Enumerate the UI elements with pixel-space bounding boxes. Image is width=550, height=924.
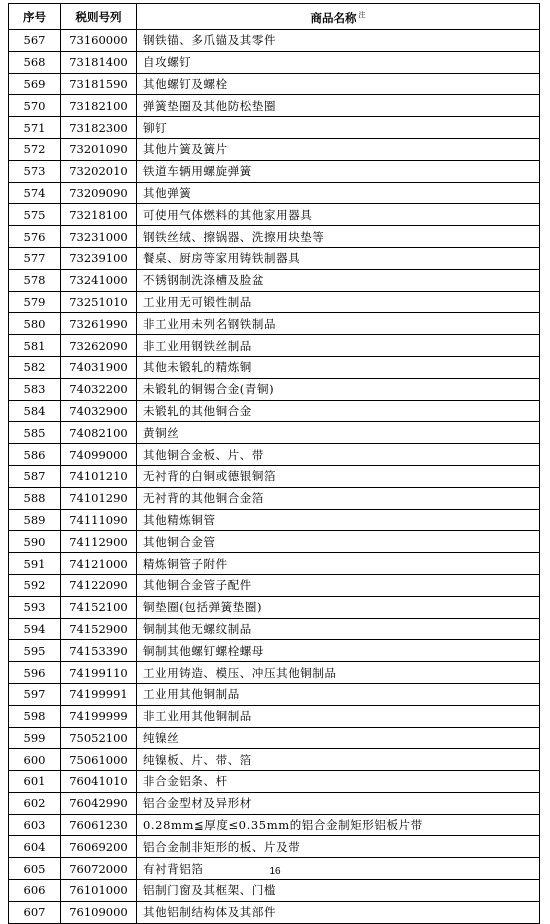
cell-name: 其他螺钉及螺栓 xyxy=(137,73,540,95)
cell-name: 铁道车辆用螺旋弹簧 xyxy=(137,160,540,182)
cell-seq: 586 xyxy=(9,444,61,466)
cell-name: 其他铜合金管 xyxy=(137,531,540,553)
cell-seq: 575 xyxy=(9,204,61,226)
cell-name: 非工业用其他铜制品 xyxy=(137,705,540,727)
table-row xyxy=(9,749,540,771)
table-row xyxy=(9,269,540,291)
cell-code: 75052100 xyxy=(61,727,137,749)
cell-code: 74199110 xyxy=(61,662,137,684)
table-row xyxy=(9,662,540,684)
table-row xyxy=(9,618,540,640)
document-page xyxy=(8,3,539,924)
cell-seq: 602 xyxy=(9,792,61,814)
cell-name: 工业用铸造、模压、冲压其他铜制品 xyxy=(137,662,540,684)
table-row xyxy=(9,73,540,95)
table-row xyxy=(9,640,540,662)
cell-seq: 571 xyxy=(9,117,61,139)
table-row xyxy=(9,509,540,531)
cell-code: 73241000 xyxy=(61,269,137,291)
table-row xyxy=(9,160,540,182)
table-row xyxy=(9,400,540,422)
cell-code: 74099000 xyxy=(61,444,137,466)
cell-seq: 599 xyxy=(9,727,61,749)
cell-code: 73201090 xyxy=(61,138,137,160)
cell-name: 铜制其他无螺纹制品 xyxy=(137,618,540,640)
cell-seq: 597 xyxy=(9,683,61,705)
cell-code: 76069200 xyxy=(61,836,137,858)
cell-name: 其他弹簧 xyxy=(137,182,540,204)
cell-name: 有衬背铝箔 xyxy=(137,858,540,880)
cell-code: 73181590 xyxy=(61,73,137,95)
table-row xyxy=(9,117,540,139)
cell-code: 76101000 xyxy=(61,880,137,902)
cell-name: 弹簧垫圈及其他防松垫圈 xyxy=(137,95,540,117)
cell-name: 铜垫圈(包括弹簧垫圈) xyxy=(137,596,540,618)
table-row xyxy=(9,792,540,814)
cell-seq: 594 xyxy=(9,618,61,640)
cell-seq: 600 xyxy=(9,749,61,771)
header-code: 税则号列 xyxy=(61,4,137,30)
cell-seq: 581 xyxy=(9,335,61,357)
header-name: 商品名称 xyxy=(310,10,357,25)
table-row xyxy=(9,182,540,204)
header-name-cell xyxy=(137,4,540,30)
cell-code: 74082100 xyxy=(61,422,137,444)
cell-name: 纯镍板、片、带、箔 xyxy=(137,749,540,771)
cell-code: 73182300 xyxy=(61,117,137,139)
cell-code: 76109000 xyxy=(61,901,137,923)
cell-seq: 591 xyxy=(9,553,61,575)
header-note-mark: 注 xyxy=(358,11,366,20)
cell-name: 铝制门窗及其框架、门槛 xyxy=(137,880,540,902)
cell-code: 73181400 xyxy=(61,51,137,73)
cell-code: 74152100 xyxy=(61,596,137,618)
cell-name: 工业用其他铜制品 xyxy=(137,683,540,705)
cell-name: 无衬背的其他铜合金箔 xyxy=(137,487,540,509)
cell-code: 74032200 xyxy=(61,378,137,400)
cell-seq: 580 xyxy=(9,313,61,335)
cell-code: 74101290 xyxy=(61,487,137,509)
cell-seq: 584 xyxy=(9,400,61,422)
cell-code: 75061000 xyxy=(61,749,137,771)
table-row xyxy=(9,444,540,466)
cell-code: 73239100 xyxy=(61,247,137,269)
cell-name: 非合金铝条、杆 xyxy=(137,771,540,793)
table-row xyxy=(9,705,540,727)
cell-seq: 590 xyxy=(9,531,61,553)
cell-name: 非工业用钢铁丝制品 xyxy=(137,335,540,357)
table-row xyxy=(9,226,540,248)
cell-code: 76061230 xyxy=(61,814,137,836)
table-row xyxy=(9,95,540,117)
table-row xyxy=(9,814,540,836)
table-row xyxy=(9,553,540,575)
table-row xyxy=(9,335,540,357)
cell-seq: 572 xyxy=(9,138,61,160)
cell-code: 73209090 xyxy=(61,182,137,204)
table-row xyxy=(9,596,540,618)
cell-seq: 573 xyxy=(9,160,61,182)
cell-name: 其他精炼铜管 xyxy=(137,509,540,531)
cell-seq: 570 xyxy=(9,95,61,117)
cell-seq: 578 xyxy=(9,269,61,291)
cell-name: 工业用无可锻性制品 xyxy=(137,291,540,313)
table-row xyxy=(9,574,540,596)
cell-code: 73251010 xyxy=(61,291,137,313)
cell-name: 其他铜合金管子配件 xyxy=(137,574,540,596)
tariff-table xyxy=(8,3,540,924)
cell-name: 黄铜丝 xyxy=(137,422,540,444)
table-row xyxy=(9,313,540,335)
cell-name: 其他片簧及簧片 xyxy=(137,138,540,160)
table-row xyxy=(9,247,540,269)
cell-code: 74121000 xyxy=(61,553,137,575)
cell-code: 73202010 xyxy=(61,160,137,182)
cell-name: 精炼铜管子附件 xyxy=(137,553,540,575)
cell-name: 可使用气体燃料的其他家用器具 xyxy=(137,204,540,226)
table-row xyxy=(9,291,540,313)
cell-name: 未锻轧的铜锡合金(青铜) xyxy=(137,378,540,400)
cell-name: 纯镍丝 xyxy=(137,727,540,749)
cell-seq: 598 xyxy=(9,705,61,727)
table-row xyxy=(9,422,540,444)
cell-name: 铝合金型材及异形材 xyxy=(137,792,540,814)
cell-code: 74122090 xyxy=(61,574,137,596)
cell-seq: 568 xyxy=(9,51,61,73)
table-row xyxy=(9,378,540,400)
cell-seq: 569 xyxy=(9,73,61,95)
cell-name: 非工业用未列名钢铁制品 xyxy=(137,313,540,335)
cell-name: 钢铁锚、多爪锚及其零件 xyxy=(137,30,540,52)
cell-name: 无衬背的白铜或德银铜箔 xyxy=(137,465,540,487)
cell-seq: 607 xyxy=(9,901,61,923)
cell-code: 74111090 xyxy=(61,509,137,531)
cell-seq: 595 xyxy=(9,640,61,662)
cell-name: 其他铜合金板、片、带 xyxy=(137,444,540,466)
cell-seq: 577 xyxy=(9,247,61,269)
cell-code: 73231000 xyxy=(61,226,137,248)
cell-seq: 582 xyxy=(9,356,61,378)
cell-seq: 588 xyxy=(9,487,61,509)
table-row xyxy=(9,531,540,553)
table-row xyxy=(9,836,540,858)
table-row xyxy=(9,465,540,487)
table-row xyxy=(9,356,540,378)
cell-code: 76072000 xyxy=(61,858,137,880)
cell-name: 铜制其他螺钉螺栓螺母 xyxy=(137,640,540,662)
table-header-row xyxy=(9,4,540,30)
cell-seq: 567 xyxy=(9,30,61,52)
table-row xyxy=(9,771,540,793)
cell-seq: 583 xyxy=(9,378,61,400)
cell-name: 餐桌、厨房等家用铸铁制器具 xyxy=(137,247,540,269)
cell-code: 73160000 xyxy=(61,30,137,52)
cell-name: 未锻轧的其他铜合金 xyxy=(137,400,540,422)
cell-name: 自攻螺钉 xyxy=(137,51,540,73)
cell-seq: 585 xyxy=(9,422,61,444)
table-row xyxy=(9,487,540,509)
table-body xyxy=(9,30,540,924)
table-row xyxy=(9,138,540,160)
table-row xyxy=(9,901,540,923)
cell-code: 74031900 xyxy=(61,356,137,378)
table-row xyxy=(9,880,540,902)
cell-seq: 574 xyxy=(9,182,61,204)
table-row xyxy=(9,51,540,73)
table-row xyxy=(9,30,540,52)
table-row xyxy=(9,727,540,749)
cell-seq: 592 xyxy=(9,574,61,596)
cell-code: 74032900 xyxy=(61,400,137,422)
header-seq: 序号 xyxy=(9,4,61,30)
cell-seq: 601 xyxy=(9,771,61,793)
cell-code: 73262090 xyxy=(61,335,137,357)
cell-code: 74199999 xyxy=(61,705,137,727)
cell-seq: 605 xyxy=(9,858,61,880)
cell-seq: 593 xyxy=(9,596,61,618)
cell-seq: 576 xyxy=(9,226,61,248)
cell-name: 铝合金制非矩形的板、片及带 xyxy=(137,836,540,858)
cell-code: 76042990 xyxy=(61,792,137,814)
cell-code: 74112900 xyxy=(61,531,137,553)
table-row xyxy=(9,204,540,226)
cell-seq: 596 xyxy=(9,662,61,684)
cell-code: 76041010 xyxy=(61,771,137,793)
cell-code: 73261990 xyxy=(61,313,137,335)
cell-name: 铆钉 xyxy=(137,117,540,139)
cell-code: 73218100 xyxy=(61,204,137,226)
cell-code: 74101210 xyxy=(61,465,137,487)
cell-name: 其他铝制结构体及其部件 xyxy=(137,901,540,923)
cell-seq: 587 xyxy=(9,465,61,487)
cell-code: 74199991 xyxy=(61,683,137,705)
cell-code: 74152900 xyxy=(61,618,137,640)
cell-seq: 606 xyxy=(9,880,61,902)
page-number: 16 xyxy=(269,866,281,877)
cell-seq: 589 xyxy=(9,509,61,531)
cell-name: 0.28mm≦厚度≤0.35mm的铝合金制矩形铝板片带 xyxy=(137,814,540,836)
cell-code: 74153390 xyxy=(61,640,137,662)
cell-name: 其他未锻轧的精炼铜 xyxy=(137,356,540,378)
cell-seq: 579 xyxy=(9,291,61,313)
table-row xyxy=(9,683,540,705)
cell-seq: 603 xyxy=(9,814,61,836)
cell-name: 钢铁丝绒、擦锅器、洗擦用块垫等 xyxy=(137,226,540,248)
cell-name: 不锈钢制洗涤槽及脸盆 xyxy=(137,269,540,291)
cell-seq: 604 xyxy=(9,836,61,858)
cell-code: 73182100 xyxy=(61,95,137,117)
